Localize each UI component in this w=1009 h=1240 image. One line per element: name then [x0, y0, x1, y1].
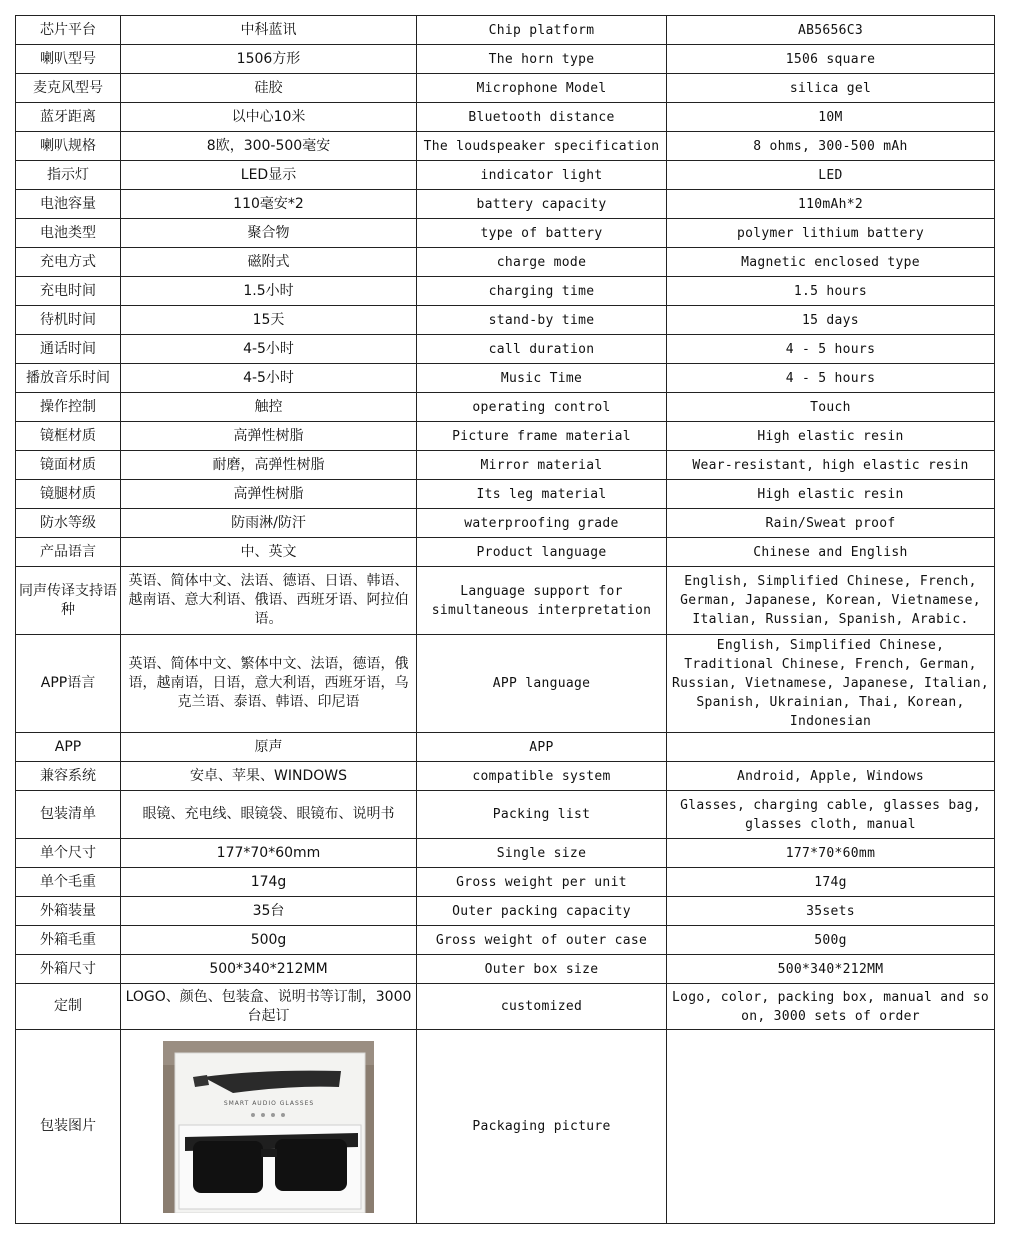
table-row — [16, 839, 995, 868]
en-value-cell: LED — [667, 161, 995, 190]
zh-value-cell: 174g — [121, 868, 417, 897]
table-row — [16, 248, 995, 277]
en-value-cell: English, Simplified Chinese, French, German, Japanese, Korean, Vietnamese, Italian, Russian, Spanish, Arabic. — [667, 567, 995, 635]
table-row — [16, 733, 995, 762]
zh-value-cell: 35台 — [121, 897, 417, 926]
zh-value-cell: 眼镜、充电线、眼镜袋、眼镜布、说明书 — [121, 791, 417, 839]
zh-value-cell: 15天 — [121, 306, 417, 335]
zh-value-cell: 中、英文 — [121, 538, 417, 567]
en-value-cell: silica gel — [667, 74, 995, 103]
zh-label-cell: 播放音乐时间 — [16, 364, 121, 393]
en-label-cell: Bluetooth distance — [417, 103, 667, 132]
table-row — [16, 984, 995, 1030]
zh-value-cell: 安卓、苹果、WINDOWS — [121, 762, 417, 791]
en-label-cell: charging time — [417, 277, 667, 306]
zh-label-cell: 外箱尺寸 — [16, 955, 121, 984]
en-value-cell: 500g — [667, 926, 995, 955]
en-value-cell: 8 ohms, 300-500 mAh — [667, 132, 995, 161]
en-label-cell: operating control — [417, 393, 667, 422]
en-value-cell: 1506 square — [667, 45, 995, 74]
en-label-cell: type of battery — [417, 219, 667, 248]
en-value-cell: 15 days — [667, 306, 995, 335]
zh-label-cell: 喇叭型号 — [16, 45, 121, 74]
en-value-cell: 10M — [667, 103, 995, 132]
en-value-cell: Touch — [667, 393, 995, 422]
empty-cell — [667, 1030, 995, 1224]
en-value-cell: 110mAh*2 — [667, 190, 995, 219]
spec-table-body — [16, 16, 995, 1224]
table-row — [16, 480, 995, 509]
en-label-cell: Picture frame material — [417, 422, 667, 451]
table-row — [16, 364, 995, 393]
zh-value-cell: 4-5小时 — [121, 364, 417, 393]
en-label-cell: Product language — [417, 538, 667, 567]
en-label-cell: customized — [417, 984, 667, 1030]
en-value-cell: English, Simplified Chinese, Traditional Chinese, French, German, Russian, Vietnamese, Japanese, Italian, Spanish, Ukrainian, Thai, Korean, Indonesian — [667, 635, 995, 733]
packaging-photo — [163, 1041, 374, 1213]
en-label-cell: compatible system — [417, 762, 667, 791]
en-value-cell: Logo, color, packing box, manual and so on, 3000 sets of order — [667, 984, 995, 1030]
zh-label-cell: 麦克风型号 — [16, 74, 121, 103]
en-value-cell: 4 - 5 hours — [667, 335, 995, 364]
zh-label-cell: 待机时间 — [16, 306, 121, 335]
en-value-cell: Glasses, charging cable, glasses bag, glasses cloth, manual — [667, 791, 995, 839]
en-label-cell: Outer packing capacity — [417, 897, 667, 926]
zh-value-cell: LOGO、颜色、包装盒、说明书等订制，3000台起订 — [121, 984, 417, 1030]
en-label-cell: APP language — [417, 635, 667, 733]
spec-table — [15, 15, 995, 1224]
zh-value-cell: 触控 — [121, 393, 417, 422]
table-row — [16, 538, 995, 567]
packaging-photo-cell — [121, 1030, 417, 1224]
zh-label-cell: 单个尺寸 — [16, 839, 121, 868]
en-value-cell: High elastic resin — [667, 480, 995, 509]
en-value-cell: AB5656C3 — [667, 16, 995, 45]
zh-label-cell: 电池容量 — [16, 190, 121, 219]
zh-label-cell: 充电时间 — [16, 277, 121, 306]
en-label-cell: Music Time — [417, 364, 667, 393]
en-value-cell: Rain/Sweat proof — [667, 509, 995, 538]
zh-value-cell: 原声 — [121, 733, 417, 762]
table-row — [16, 567, 995, 635]
zh-value-cell: 110毫安*2 — [121, 190, 417, 219]
table-row — [16, 161, 995, 190]
zh-value-cell: 防雨淋/防汗 — [121, 509, 417, 538]
en-label-cell: Outer box size — [417, 955, 667, 984]
zh-label-cell: 通话时间 — [16, 335, 121, 364]
table-row — [16, 509, 995, 538]
table-row — [16, 926, 995, 955]
table-row — [16, 74, 995, 103]
table-row — [16, 422, 995, 451]
zh-label-cell: 产品语言 — [16, 538, 121, 567]
en-label-cell: Mirror material — [417, 451, 667, 480]
zh-label-cell: 镜腿材质 — [16, 480, 121, 509]
zh-value-cell: 高弹性树脂 — [121, 422, 417, 451]
table-row — [16, 132, 995, 161]
zh-value-cell: 500*340*212MM — [121, 955, 417, 984]
zh-label-cell: APP — [16, 733, 121, 762]
en-label-cell: The loudspeaker specification — [417, 132, 667, 161]
zh-label-cell: 芯片平台 — [16, 16, 121, 45]
zh-value-cell: 177*70*60mm — [121, 839, 417, 868]
table-row — [16, 393, 995, 422]
zh-label-cell: 兼容系统 — [16, 762, 121, 791]
zh-value-cell: LED显示 — [121, 161, 417, 190]
zh-label-cell: 包装图片 — [16, 1030, 121, 1224]
en-label-cell: battery capacity — [417, 190, 667, 219]
zh-label-cell: 外箱毛重 — [16, 926, 121, 955]
en-value-cell: 177*70*60mm — [667, 839, 995, 868]
en-value-cell: Chinese and English — [667, 538, 995, 567]
zh-value-cell: 英语、简体中文、法语、德语、日语、韩语、越南语、意大利语、俄语、西班牙语、阿拉伯语。 — [121, 567, 417, 635]
en-label-cell: Packaging picture — [417, 1030, 667, 1224]
en-label-cell: Packing list — [417, 791, 667, 839]
en-label-cell: call duration — [417, 335, 667, 364]
zh-value-cell: 8欧，300-500毫安 — [121, 132, 417, 161]
zh-value-cell: 500g — [121, 926, 417, 955]
zh-value-cell: 中科蓝讯 — [121, 16, 417, 45]
en-value-cell: Android, Apple, Windows — [667, 762, 995, 791]
zh-label-cell: 外箱装量 — [16, 897, 121, 926]
table-row — [16, 955, 995, 984]
en-value-cell — [667, 733, 995, 762]
zh-value-cell: 4-5小时 — [121, 335, 417, 364]
en-label-cell: Its leg material — [417, 480, 667, 509]
en-label-cell: Gross weight of outer case — [417, 926, 667, 955]
table-row — [16, 103, 995, 132]
table-row — [16, 219, 995, 248]
table-row — [16, 897, 995, 926]
en-label-cell: Chip platform — [417, 16, 667, 45]
en-value-cell: 35sets — [667, 897, 995, 926]
en-label-cell: Single size — [417, 839, 667, 868]
zh-label-cell: 喇叭规格 — [16, 132, 121, 161]
table-row — [16, 16, 995, 45]
en-label-cell: APP — [417, 733, 667, 762]
table-row — [16, 791, 995, 839]
en-label-cell: The horn type — [417, 45, 667, 74]
en-value-cell: Wear-resistant, high elastic resin — [667, 451, 995, 480]
table-row — [16, 451, 995, 480]
en-label-cell: Microphone Model — [417, 74, 667, 103]
zh-label-cell: 充电方式 — [16, 248, 121, 277]
zh-label-cell: 操作控制 — [16, 393, 121, 422]
zh-value-cell: 聚合物 — [121, 219, 417, 248]
zh-label-cell: 定制 — [16, 984, 121, 1030]
table-row — [16, 45, 995, 74]
zh-value-cell: 以中心10米 — [121, 103, 417, 132]
zh-value-cell: 英语、简体中文、繁体中文、法语，德语，俄语，越南语，日语，意大利语，西班牙语，乌克兰语、泰语、韩语、印尼语 — [121, 635, 417, 733]
table-row — [16, 306, 995, 335]
zh-value-cell: 1506方形 — [121, 45, 417, 74]
zh-value-cell: 高弹性树脂 — [121, 480, 417, 509]
zh-value-cell: 1.5小时 — [121, 277, 417, 306]
zh-value-cell: 耐磨，高弹性树脂 — [121, 451, 417, 480]
zh-value-cell: 磁附式 — [121, 248, 417, 277]
en-value-cell: 500*340*212MM — [667, 955, 995, 984]
table-row — [16, 762, 995, 791]
zh-label-cell: 同声传译支持语种 — [16, 567, 121, 635]
table-row — [16, 335, 995, 364]
en-value-cell: polymer lithium battery — [667, 219, 995, 248]
en-label-cell: Language support for simultaneous interpretation — [417, 567, 667, 635]
zh-label-cell: 单个毛重 — [16, 868, 121, 897]
zh-label-cell: 指示灯 — [16, 161, 121, 190]
en-label-cell: indicator light — [417, 161, 667, 190]
table-row — [16, 190, 995, 219]
zh-label-cell: 防水等级 — [16, 509, 121, 538]
table-row — [16, 635, 995, 733]
table-row — [16, 1030, 995, 1224]
en-value-cell: High elastic resin — [667, 422, 995, 451]
zh-label-cell: APP语言 — [16, 635, 121, 733]
en-label-cell: charge mode — [417, 248, 667, 277]
en-label-cell: stand-by time — [417, 306, 667, 335]
box-print-text: SMART AUDIO GLASSES — [223, 1099, 315, 1107]
zh-label-cell: 镜框材质 — [16, 422, 121, 451]
en-label-cell: Gross weight per unit — [417, 868, 667, 897]
table-row — [16, 868, 995, 897]
zh-value-cell: 硅胶 — [121, 74, 417, 103]
en-value-cell: 1.5 hours — [667, 277, 995, 306]
en-label-cell: waterproofing grade — [417, 509, 667, 538]
zh-label-cell: 蓝牙距离 — [16, 103, 121, 132]
zh-label-cell: 镜面材质 — [16, 451, 121, 480]
zh-label-cell: 电池类型 — [16, 219, 121, 248]
table-row — [16, 277, 995, 306]
zh-label-cell: 包装清单 — [16, 791, 121, 839]
en-value-cell: 174g — [667, 868, 995, 897]
en-value-cell: Magnetic enclosed type — [667, 248, 995, 277]
en-value-cell: 4 - 5 hours — [667, 364, 995, 393]
